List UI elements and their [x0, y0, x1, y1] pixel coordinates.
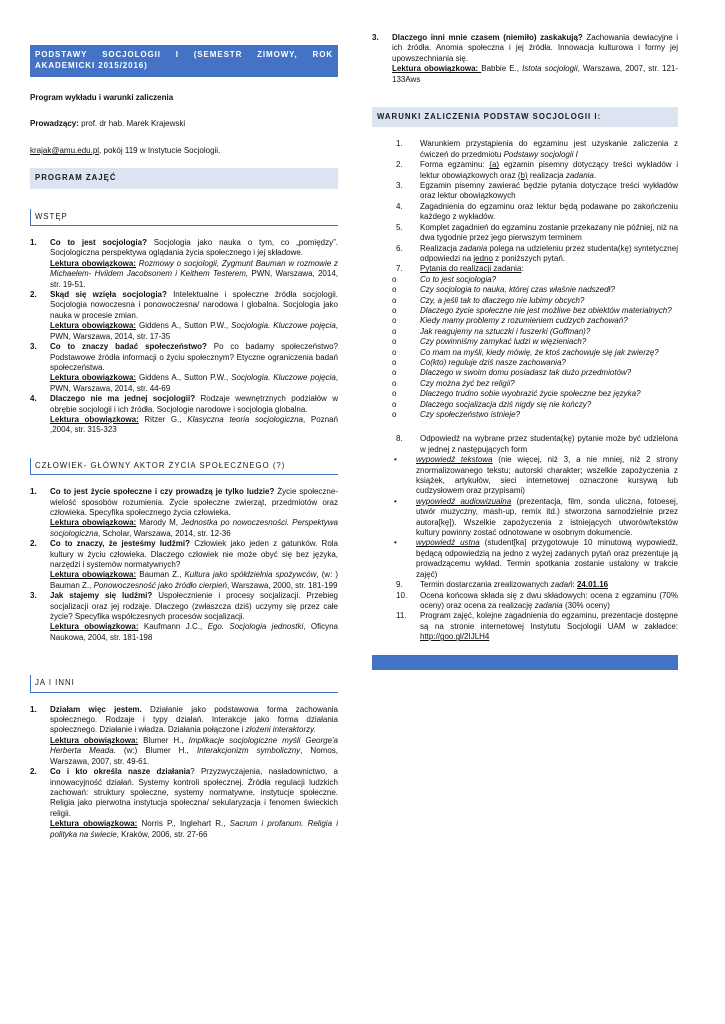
- circle-bullet-icon: o: [392, 295, 397, 305]
- list-item: [30, 238, 338, 290]
- circle-bullet-icon: o: [392, 357, 397, 367]
- contact-line: [30, 146, 338, 156]
- forms-list: [372, 455, 678, 580]
- answer-form-name: wypowiedź ustna: [416, 538, 480, 548]
- answer-form-item: [372, 538, 678, 580]
- footer-bar: [372, 655, 678, 670]
- item-text-underlined: Pytania do realizacji zadania: [420, 264, 522, 274]
- section-heading-ja-i-inni: JA I INNI: [30, 675, 338, 692]
- item-text: Działanie jako podstawowa forma zachowania społecznego. Rodzaje i typy działań. Interakcje jako forma działania społecznego. Działanie i władza. Działania połączone i: [50, 704, 338, 735]
- list-item: [30, 705, 338, 767]
- item-body: [420, 591, 678, 612]
- right-column: [372, 0, 678, 670]
- section-heading-wstep: WSTĘP: [30, 209, 338, 226]
- question-item: [372, 275, 678, 285]
- question-text: Czy można żyć bez religii?: [420, 378, 515, 388]
- item-text: Uspołecznienie i procesy socjalizacji. Przebieg socjalizacji oraz jej rodzaje. Dlaczego (zwłaszcza dziś) uczymy się przez całe życie? Specyfika współczesnych procesów socjalizacji.: [50, 591, 339, 622]
- questions-list: [372, 275, 678, 421]
- answer-form-body: [408, 455, 678, 497]
- item-text: Forma egzaminu:: [420, 160, 490, 170]
- item-body: [50, 394, 338, 436]
- left-column: [30, 0, 338, 840]
- question-text: Dlaczego w swoim domu posiadasz tak dużo przedmiotów?: [420, 368, 632, 378]
- question-text: Co mam na myśli, kiedy mówię, że ktoś zachowuje się jak zwierzę?: [420, 347, 659, 357]
- item-text: Ocena końcowa składa się z dwu składowych: ocena z egzaminu (70% oceny) oraz ocena za realizację: [420, 590, 678, 610]
- reading-title: Implikacje socjologiczne myśli George'a Herberta Meada.: [50, 735, 339, 756]
- item-question: Co to jest życie społeczne i czy prowadzą je tylko ludzie?: [50, 487, 275, 497]
- reading-title-2: Interakcjonizm symboliczny: [196, 746, 301, 756]
- question-item: [372, 348, 678, 358]
- item-text: Egzamin pisemny zawierać będzie pytania dotyczące treści wykładów oraz lektur obowiązkowych: [420, 181, 678, 201]
- item-text: Program zajęć, kolejne zagadnienia do egzaminu, prezentacje dostępne są na stronie internetowej Instytutu Socjologii UAM w zakładce:: [420, 611, 678, 631]
- list-item: [372, 264, 678, 274]
- question-text: Kiedy mamy problemy z rozumieniem cudzych zachowań?: [420, 316, 628, 326]
- item-text-2: (30% oceny): [562, 600, 610, 610]
- lecturer-label: Prowadzący:: [30, 119, 79, 129]
- circle-bullet-icon: o: [392, 378, 397, 388]
- item-body: [420, 580, 678, 590]
- circle-bullet-icon: o: [392, 274, 397, 284]
- list-item: [372, 181, 678, 202]
- item-question: Jak stajemy się ludźmi?: [50, 591, 153, 601]
- item-question: Co to znaczy badać społeczeństwo?: [50, 342, 207, 352]
- item-number: 4.: [396, 201, 403, 211]
- list-item: [30, 487, 338, 539]
- reading-label: Lektura obowiązkowa:: [50, 321, 137, 331]
- list-item: [372, 434, 678, 455]
- reading-ref: Babbie E.,: [481, 64, 523, 74]
- circle-bullet-icon: o: [392, 285, 397, 295]
- item-text-italic: zadania: [459, 243, 488, 253]
- list-item: [372, 202, 678, 223]
- circle-bullet-icon: o: [392, 347, 397, 357]
- reading-title: Socjologia. Kluczowe pojęcia: [231, 321, 336, 331]
- circle-bullet-icon: o: [392, 389, 397, 399]
- item-body: [50, 591, 338, 643]
- question-item: [372, 327, 678, 337]
- item-text: Socjologia jako nauka o tym, co „pomiędzy”. Socjologiczna perspektywa oglądania życia społecznego i jej składowe.: [50, 238, 338, 258]
- reading-ref-tail: , Oficyna Naukowa, 2004, str. 181-198: [50, 622, 338, 642]
- item-text-2: :: [572, 580, 577, 590]
- answer-form-name: wypowiedź tekstowa: [416, 455, 493, 465]
- item-body: [420, 160, 678, 181]
- reading-ref-tail: , Warszawa, 2007, str. 121-133Aws: [392, 64, 679, 84]
- list-item: [372, 611, 678, 642]
- item-number: 3.: [396, 181, 403, 191]
- bullet-icon: •: [394, 455, 397, 465]
- answer-form-item: [372, 497, 678, 539]
- item-number: 2.: [30, 767, 37, 777]
- list-item: [30, 290, 338, 342]
- item-marker-b: (b): [517, 170, 528, 180]
- circle-bullet-icon: o: [392, 368, 397, 378]
- item-text-italic: zadań: [550, 580, 573, 590]
- reading-title: Klasyczna teoria socjologiczna: [187, 414, 304, 424]
- circle-bullet-icon: o: [392, 337, 397, 347]
- reading-ref-tail: , PWN, Warszawa, 2014, str. 17-35: [50, 321, 339, 341]
- reading-ref-tail: , Nomos, Warszawa, 2007, str. 49-61.: [50, 746, 338, 766]
- item-body: [392, 33, 678, 85]
- question-item: [372, 358, 678, 368]
- conditions-list: [372, 139, 678, 642]
- item-body: [50, 238, 338, 290]
- question-item: [372, 389, 678, 399]
- item-question: Co i kto określa nasze działania: [50, 767, 191, 777]
- item-text-italic: złożeni interaktorzy.: [245, 725, 316, 735]
- list-item: [30, 539, 338, 591]
- item-body: [50, 767, 338, 840]
- item-body: [50, 539, 338, 591]
- item-text: Realizacja: [420, 243, 460, 253]
- reading-title: Sacrum i profanum. Religia i polityka na świecie: [50, 819, 338, 839]
- lecturer-name: prof. dr hab. Marek Krajewski: [78, 119, 186, 129]
- item-text-underlined: jedno: [473, 253, 493, 263]
- bullet-icon: •: [394, 496, 397, 506]
- answer-form-item: [372, 455, 678, 497]
- item-number: 1.: [30, 487, 37, 497]
- item-text: Po co badamy społeczeństwo? Podstawowe źródła informacji o życiu społecznym? Etyczne ograniczenia badań społeczeństwa.: [50, 342, 338, 372]
- section-wstep-list: [30, 238, 338, 436]
- question-text: Dlaczego trudno sobie wyobrazić życie społeczne bez języka?: [420, 389, 641, 399]
- item-number: 10.: [396, 590, 408, 600]
- item-text: Życie społeczne- wielość sposobów rozumienia. Życie społeczne zwierząt, przedmiotów oraz człowieka. Specyfika społecznego życia człowieka.: [50, 487, 338, 517]
- reading-title-2: Ponowoczesność jako źródło cierpień: [93, 580, 227, 590]
- reading-ref-tail: , Warszawa, 2000, str. 181-199: [226, 580, 338, 590]
- item-number: 3.: [30, 342, 37, 352]
- item-number: 6.: [396, 243, 403, 253]
- item-text-2: egzamin pisemny dotyczący treści wykładów i lektur obowiązkowych oraz: [420, 160, 678, 180]
- answer-form-desc: (student[ka] przygotowuje 10 minutową wypowiedź, będącą odpowiedzią na jedno z wyżej zadanych pytań oraz prezentuje ją prowadzącemu wykład. Termin spotkania zostanie ustalony w trakcie zajęć): [416, 538, 679, 579]
- circle-bullet-icon: o: [392, 326, 397, 336]
- item-question: Dlaczego inni mnie czasem (niemiło) zaskakują?: [392, 33, 583, 42]
- item-text: Termin dostarczania zrealizowanych: [420, 580, 551, 590]
- reading-ref-tail: , PWN, Warszawa, 2014, str. 44-69: [50, 373, 339, 393]
- reading-label: Lektura obowiązkowa:: [50, 518, 137, 528]
- item-number: 1.: [396, 139, 403, 149]
- item-question: Działam więc jestem.: [50, 704, 142, 714]
- question-item: [372, 368, 678, 378]
- question-item: [372, 316, 678, 326]
- reading-ref-tail: , Scholar, Warszawa, 2014, str. 12-36: [98, 528, 231, 538]
- item-text: ? Przyzwyczajenia, nasładownictwo, a innowacyjność działań. Systemy kontroli społecznej. Źródła regulacji ludzkich zachowań: struktury społeczne, systemy normatywne, instytucje społeczne. Religia jako pierwotna instytucja społeczna/ sekularyzacja i fenomen świeckich religii.: [50, 767, 338, 818]
- question-text: Czy powinniśmy zamykać ludzi w więzieniach?: [420, 337, 587, 347]
- item-text: Intelektualne i społeczne źródła socjologii. Socjologia nowoczesna i ponowoczesna/ narodowa i globalna. Socjologia jako nauka w procesie zmian.: [50, 290, 338, 320]
- answer-form-name: wypowiedź audiowizualna: [416, 496, 512, 506]
- deadline-date: 24.01.16: [576, 580, 609, 590]
- document-title: PODSTAWY SOCJOLOGII I (SEMESTR ZIMOWY, ROK AKADEMICKI 2015/2016): [30, 45, 338, 77]
- item-text: Rodzaje wewnętrznych podziałów w obrębie socjologii i ich źródła. Socjologie narodowe i socjologia globalna.: [50, 394, 338, 414]
- list-item: [30, 591, 338, 643]
- question-text: Czy, a jeśli tak to dlaczego nie lubimy obcych?: [420, 295, 585, 305]
- item-number: 2.: [396, 160, 403, 170]
- reading-label: Lektura obowiązkowa:: [50, 819, 138, 829]
- item-text-2: polega na udzieleniu przez studenta(kę) syntetycznej odpowiedzi na: [420, 243, 678, 263]
- circle-bullet-icon: o: [392, 305, 397, 315]
- list-item: [372, 33, 678, 85]
- item-number: 1.: [30, 238, 37, 248]
- item-body: [50, 342, 338, 394]
- reading-ref-mid: (w:) Blumer H.,: [115, 746, 197, 756]
- reading-ref: Bauman Z.,: [136, 570, 185, 580]
- program-heading: PROGRAM ZAJĘĆ: [30, 168, 338, 188]
- circle-bullet-icon: o: [392, 410, 397, 419]
- reading-ref: Norris P., Inglehart R.,: [137, 819, 230, 829]
- question-text: Dlaczego życie społeczne nie jest możliwe bez obiektów materialnych?: [420, 305, 672, 315]
- item-question: Skąd się wzięła socjologia?: [50, 290, 167, 300]
- reading-label: Lektura obowiązkowa:: [50, 622, 139, 632]
- conditions-heading: WARUNKI ZALICZENIA PODSTAW SOCJOLOGII I:: [372, 107, 678, 127]
- question-item: [372, 400, 678, 410]
- item-body: [420, 244, 678, 265]
- question-text: Co to jest socjologia?: [420, 274, 497, 284]
- reading-ref: Marody M,: [136, 518, 182, 528]
- reading-label: Lektura obowiązkowa:: [50, 414, 139, 424]
- question-text: Czy socjologia to nauka, której czas właśnie nadszedł?: [420, 285, 615, 295]
- room-info: , pokój 119 w Instytucie Socjologii.: [99, 145, 221, 155]
- item-text-3: realizacja: [527, 170, 566, 180]
- item-number: 9.: [396, 580, 403, 590]
- circle-bullet-icon: o: [392, 316, 397, 326]
- item-text: Odpowiedź na wybrane przez studenta(kę) pytanie może być udzielona w jednej z następujących form: [420, 434, 678, 454]
- reading-title: Kultura jako spółdzielnia spożywców: [184, 570, 317, 580]
- reading-title: Ego. Socjologia jednostki: [207, 622, 304, 632]
- item-text: Komplet zagadnień do egzaminu zostanie przekazany nie później, niż na dwa tygodnie przez jego pierwszym terminem: [420, 222, 678, 243]
- reading-ref: Ritzer G.,: [138, 414, 188, 424]
- lecturer-line: [30, 119, 338, 129]
- item-number: 7.: [396, 264, 403, 274]
- section-czlowiek-list: [30, 487, 338, 643]
- website-link[interactable]: http://goo.gl/2IJLH4: [420, 632, 490, 642]
- item-number: 4.: [30, 394, 37, 404]
- item-number: 11.: [396, 611, 407, 621]
- section-ja-list: [30, 705, 338, 840]
- reading-ref: Giddens A., Sutton P.W.,: [136, 373, 232, 383]
- reading-ref-tail: PWN, Warszawa, 2014, str. 19-51.: [50, 269, 338, 289]
- item-text-italic: Podstawy socjologii I: [503, 149, 578, 159]
- answer-form-body: [408, 497, 678, 539]
- list-item: [372, 591, 678, 612]
- reading-ref-tail: , Poznań ,2004, str. 315-323: [50, 414, 339, 435]
- question-item: [372, 337, 678, 347]
- reading-ref: Kaufmann J.C.,: [138, 622, 208, 632]
- item-number: 5.: [396, 222, 403, 232]
- list-item: [372, 580, 678, 590]
- list-item: [30, 342, 338, 394]
- reading-ref: Rozmowy o socjologii, Zygmunt Bauman w rozmowie z Michaelem- Hviidem Jacobsonem i Keithem Testerem,: [50, 258, 338, 279]
- item-text-3: z poniższych pytań.: [492, 253, 565, 263]
- list-item: [372, 223, 678, 244]
- reading-ref-tail: , Kraków, 2006, str. 27-66: [116, 829, 208, 839]
- item-number: 1.: [30, 704, 37, 714]
- item-number: 3.: [30, 591, 37, 601]
- reading-label: Lektura obowiązkowa:: [50, 373, 137, 383]
- item-text: Człowiek jako jeden z gatunków. Rola kultury w życiu człowieka. Dlaczego człowiek nie może obyć się bez języka, narzędzi i systemów normatywnych?: [50, 539, 339, 569]
- question-item: [372, 306, 678, 316]
- section-heading-czlowiek: CZŁOWIEK- GŁÓWNY AKTOR ŻYCIA SPOŁECZNEGO (?): [30, 458, 338, 475]
- item-text: Zagadnienia do egzaminu oraz lektur będą podawane po zakończeniu każdego z wykładów.: [420, 201, 678, 222]
- question-item: [372, 285, 678, 295]
- question-text: Dlaczego socjalizacja dziś nigdy się nie kończy?: [420, 399, 592, 409]
- item-text: :: [521, 264, 524, 274]
- reading-ref: Giddens A., Sutton P.W.,: [136, 321, 232, 331]
- question-item: [372, 379, 678, 389]
- item-text-italic: zadania: [565, 170, 594, 180]
- item-question: Co to jest socjologia?: [50, 238, 147, 248]
- item-question: Dlaczego nie ma jednej socjologii?: [50, 394, 196, 404]
- item-number: 2.: [30, 290, 37, 300]
- program-subtitle: Program wykładu i warunki zaliczenia: [30, 93, 174, 102]
- email-link[interactable]: krajak@amu.edu.pl: [30, 145, 100, 155]
- reading-ref-mid: , (w: ) Bauman Z.,: [50, 570, 339, 590]
- item-marker-a: (a): [489, 160, 500, 170]
- item-text-4: .: [593, 170, 597, 180]
- list-item: [30, 767, 338, 840]
- item-body: [420, 611, 678, 642]
- reading-title: Socjologia. Kluczowe pojęcia: [231, 373, 336, 383]
- item-body: [50, 705, 338, 767]
- answer-form-body: [408, 538, 678, 580]
- answer-form-desc: (nie więcej, niż 3, a nie mniej, niż 2 strony znormalizowanego tekstu; autorski charakter; wszelkie zapożyczenia z książek, artykułów, sieci internetowej oznaczone kursywą lub cudzysłowem oraz przypisami): [416, 455, 679, 496]
- item-text: Zachowania dewiacyjne i ich źródła. Anomia społeczna i jej źródła. Innowacja kulturowa i formy jej upowszechniania się.: [392, 33, 678, 63]
- question-item: [372, 410, 678, 420]
- reading-title: Istota socjologii: [522, 64, 578, 74]
- question-item: [372, 296, 678, 306]
- item-body: [420, 264, 678, 274]
- item-number: 8.: [396, 434, 403, 444]
- item-number: 2.: [30, 539, 37, 549]
- reading-label: Lektura obowiązkowa:: [50, 570, 137, 580]
- reading-label: Lektura obowiązkowa:: [50, 258, 136, 268]
- reading-label: Lektura obowiązkowa:: [50, 735, 139, 745]
- item-text: Warunkiem przystąpienia do egzaminu jest uzyskanie zaliczenia z ćwiczeń do przedmiotu: [420, 139, 678, 159]
- bullet-icon: •: [394, 538, 397, 548]
- list-item: [372, 160, 678, 181]
- item-question: Co to znaczy, że jesteśmy ludźmi?: [50, 539, 191, 549]
- item-body: [50, 487, 338, 539]
- item-number: 3.: [372, 33, 379, 42]
- item-body: [50, 290, 338, 342]
- reading-title: Jednostka po nowoczesności. Perspektywa socjologiczna: [50, 518, 338, 538]
- reading-ref: Blumer H.,: [138, 735, 189, 745]
- list-item: [372, 244, 678, 265]
- question-text: Co(kto) reguluje dziś nasze zachowania?: [420, 357, 566, 367]
- list-item: [30, 394, 338, 436]
- item-text-italic: zadania: [534, 600, 563, 610]
- reading-label: Lektura obowiązkowa:: [392, 64, 482, 74]
- circle-bullet-icon: o: [392, 399, 397, 409]
- answer-form-desc: (prezentacja, film, sonda uliczna, fotoesej, utwór muzyczny, mash-up, remix itd.) stworzona samodzielnie przez autora[kę]). Wszelkie zapożyczenia z istniejących utworów/tekstów kultury powinny zostać odnotowane w osobnym dokumencie.: [416, 496, 678, 538]
- item-body: [420, 139, 678, 160]
- list-item: [372, 139, 678, 160]
- question-text: Jak reagujemy na sztuczki i fuszerki (Goffman)?: [420, 326, 591, 336]
- question-text: Czy społeczeństwo istnieje?: [420, 410, 521, 419]
